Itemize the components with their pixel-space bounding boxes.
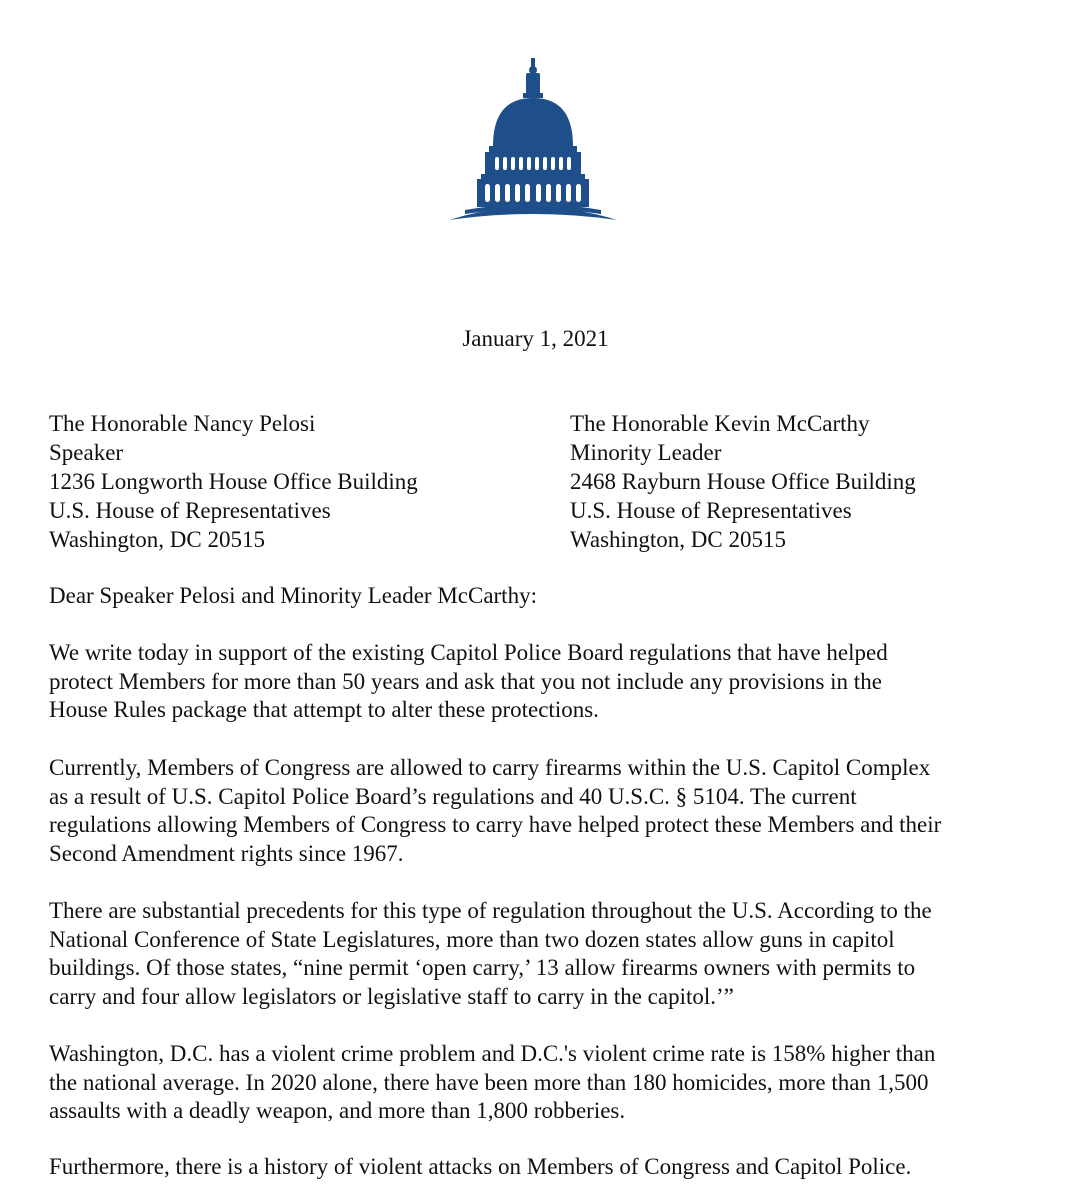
recipient-address-pelosi xyxy=(49,409,418,554)
body-paragraph-4 xyxy=(49,1040,1049,1126)
recipient-name: The Honorable Kevin McCarthy xyxy=(570,411,870,436)
recipient-city: Washington, DC 20515 xyxy=(49,527,266,552)
paragraph-line: National Conference of State Legislatures, more than two dozen states allow guns in capitol xyxy=(49,926,895,952)
paragraph-line: regulations allowing Members of Congress to carry have helped protect these Members and their xyxy=(49,812,942,838)
body-paragraph-1 xyxy=(49,639,1049,725)
recipient-chamber: U.S. House of Representatives xyxy=(570,498,852,523)
paragraph-line: There are substantial precedents for this type of regulation throughout the U.S. According to the xyxy=(49,898,932,923)
salutation xyxy=(49,582,1049,611)
recipient-chamber: U.S. House of Representatives xyxy=(49,498,331,523)
paragraph-line: buildings. Of those states, “nine permit ‘open carry,’ 13 allow firearms owners with permits to xyxy=(49,955,916,981)
paragraph-line: the national average. In 2020 alone, there have been more than 180 homicides, more than 1,500 xyxy=(49,1069,929,1095)
body-paragraph-5 xyxy=(49,1153,1049,1182)
paragraph-line: We write today in support of the existing Capitol Police Board regulations that have helped xyxy=(49,640,888,665)
recipient-title: Speaker xyxy=(49,440,124,465)
recipient-title: Minority Leader xyxy=(570,440,722,465)
capitol-dome-icon xyxy=(445,58,621,224)
recipient-office: 2468 Rayburn House Office Building xyxy=(570,469,916,494)
body-paragraph-2 xyxy=(49,754,1049,868)
paragraph-line: protect Members for more than 50 years and ask that you not include any provisions in the xyxy=(49,668,882,694)
letter-date: January 1, 2021 xyxy=(462,326,609,351)
body-paragraph-3 xyxy=(49,897,1049,1011)
paragraph-line: House Rules package that attempt to alter these protections. xyxy=(49,697,599,723)
recipient-city: Washington, DC 20515 xyxy=(570,527,787,552)
recipient-office: 1236 Longworth House Office Building xyxy=(49,469,418,494)
paragraph-line: as a result of U.S. Capitol Police Board’s regulations and 40 U.S.C. § 5104. The current xyxy=(49,783,857,809)
paragraph-line: Currently, Members of Congress are allowed to carry firearms within the U.S. Capitol Complex xyxy=(49,755,931,780)
paragraph-line: Second Amendment rights since 1967. xyxy=(49,840,404,866)
paragraph-line: assaults with a deadly weapon, and more than 1,800 robberies. xyxy=(49,1098,626,1124)
paragraph-line: Washington, D.C. has a violent crime problem and D.C.'s violent crime rate is 158% higher than xyxy=(49,1041,936,1066)
paragraph-line: carry and four allow legislators or legislative staff to carry in the capitol.’” xyxy=(49,983,734,1009)
paragraph-line: Furthermore, there is a history of violent attacks on Members of Congress and Capitol Police. xyxy=(49,1154,912,1179)
recipient-address-mccarthy xyxy=(570,409,916,554)
salutation-line: Dear Speaker Pelosi and Minority Leader McCarthy: xyxy=(49,583,537,608)
recipient-name: The Honorable Nancy Pelosi xyxy=(49,411,316,436)
